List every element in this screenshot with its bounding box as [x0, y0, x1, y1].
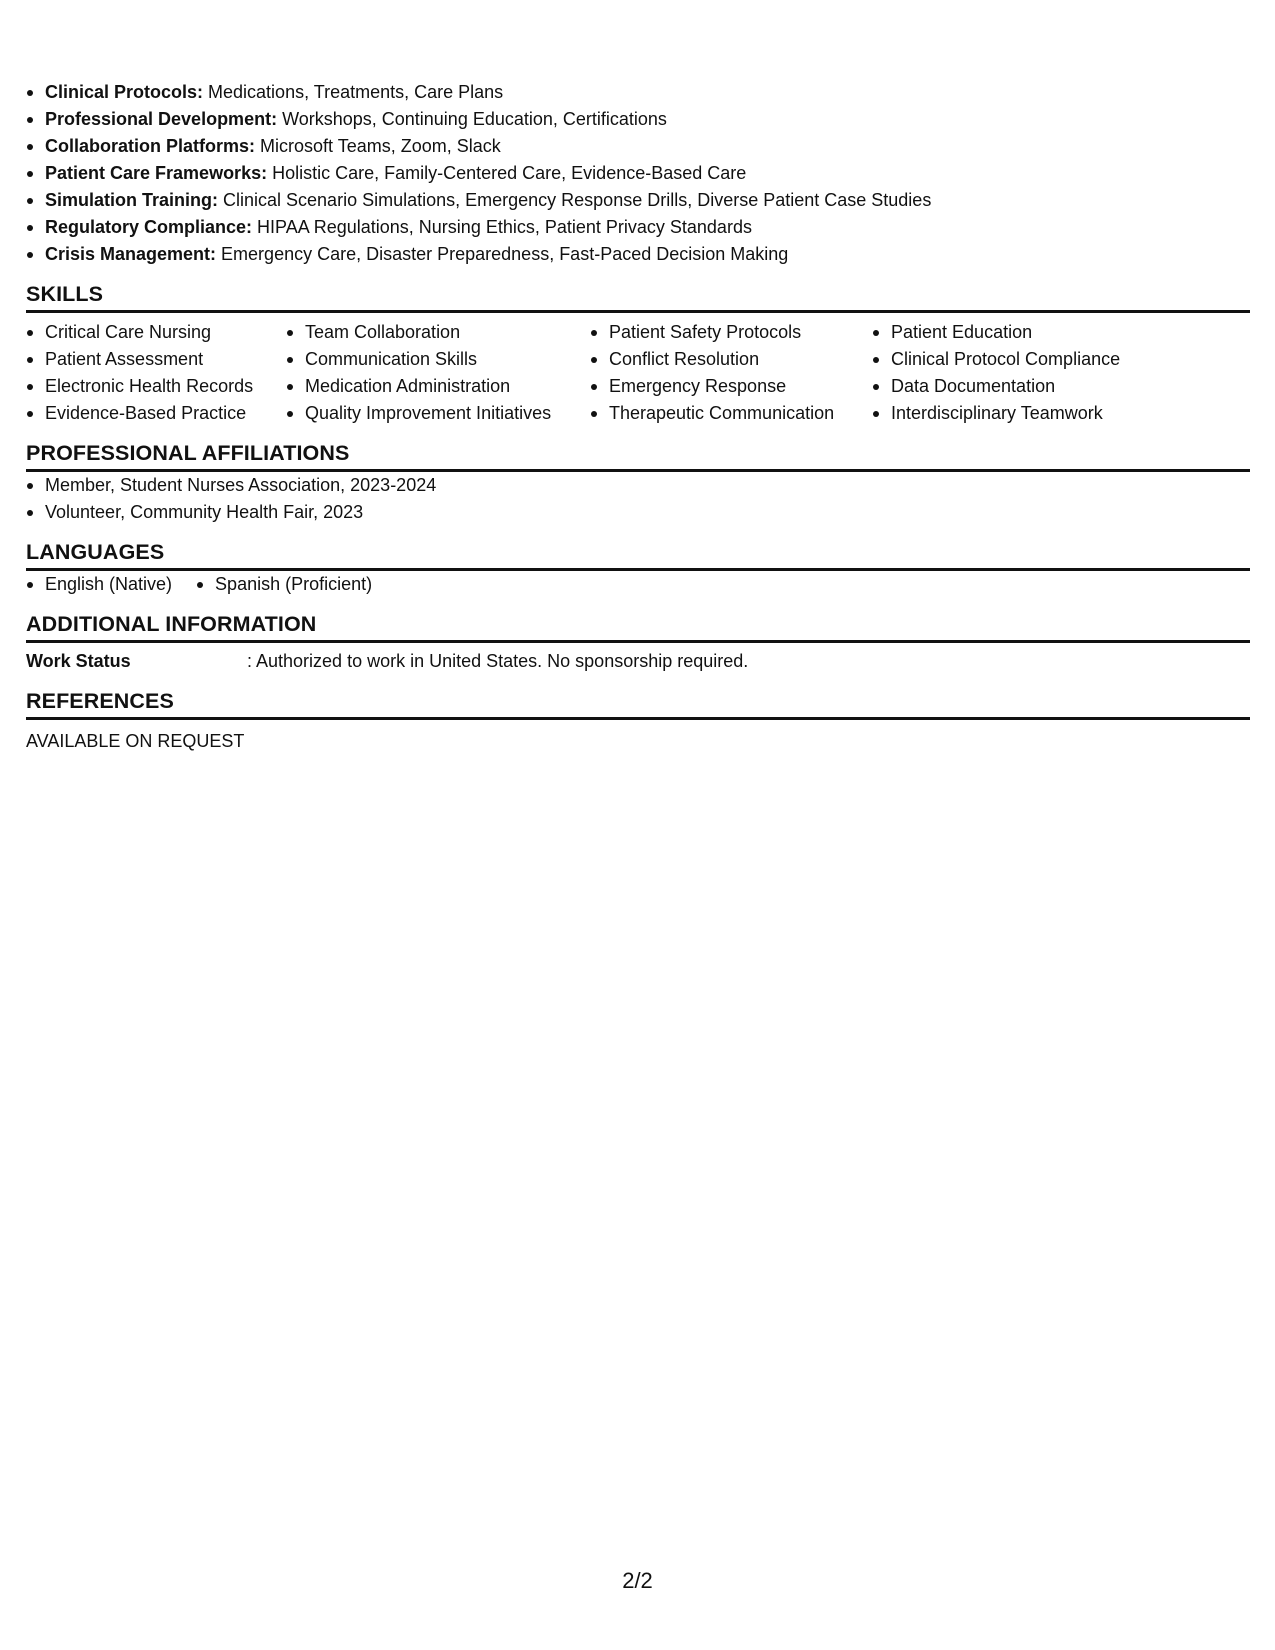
list-item: [26, 79, 1250, 106]
skill-item: Patient Education: [872, 319, 1172, 346]
list-item-text: HIPAA Regulations, Nursing Ethics, Patient Privacy Standards: [252, 217, 752, 237]
list-item-term: Clinical Protocols:: [45, 82, 204, 102]
skill-item: Patient Assessment: [26, 346, 286, 373]
list-item: [26, 160, 1250, 187]
section-title: REFERENCES: [26, 688, 1250, 720]
list-item: [26, 133, 1250, 160]
list-item-term: Regulatory Compliance:: [45, 217, 253, 237]
skill-item: Therapeutic Communication: [590, 400, 872, 427]
work-status-label: Work Status: [26, 651, 131, 671]
skills-column: [872, 319, 1172, 427]
skill-item: Critical Care Nursing: [26, 319, 286, 346]
skills-column: [26, 319, 286, 427]
list-item: [26, 214, 1250, 241]
languages-list: [26, 571, 1250, 598]
skill-item: Evidence-Based Practice: [26, 400, 286, 427]
list-item-term: Crisis Management:: [45, 244, 217, 264]
affiliation-item: Volunteer, Community Health Fair, 2023: [26, 499, 1250, 526]
skills-grid: [26, 319, 1250, 427]
language-item: Spanish (Proficient): [196, 571, 372, 598]
skill-item: Communication Skills: [286, 346, 590, 373]
affiliation-item: Member, Student Nurses Association, 2023-2024: [26, 472, 1250, 499]
list-item-text: Microsoft Teams, Zoom, Slack: [255, 136, 501, 156]
section-title: SKILLS: [26, 281, 1250, 313]
list-item-text: Clinical Scenario Simulations, Emergency Response Drills, Diverse Patient Case Studies: [218, 190, 932, 210]
section-title: LANGUAGES: [26, 539, 1250, 571]
references-section: [26, 688, 1250, 755]
skill-item: Clinical Protocol Compliance: [872, 346, 1172, 373]
section-title: ADDITIONAL INFORMATION: [26, 611, 1250, 643]
tools-list: [26, 79, 1250, 268]
list-item-text: Holistic Care, Family-Centered Care, Evidence-Based Care: [267, 163, 747, 183]
work-status-row: [26, 648, 1250, 675]
resume-page: [26, 79, 1250, 755]
skills-column: [286, 319, 590, 427]
list-item: [26, 187, 1250, 214]
skill-item: Interdisciplinary Teamwork: [872, 400, 1172, 427]
page-number: 2/2: [622, 1568, 653, 1593]
skill-item: Medication Administration: [286, 373, 590, 400]
list-item-text: Workshops, Continuing Education, Certifications: [277, 109, 667, 129]
affiliations-list: [26, 472, 1250, 526]
skill-item: Emergency Response: [590, 373, 872, 400]
list-item-term: Professional Development:: [45, 109, 278, 129]
list-item-term: Collaboration Platforms:: [45, 136, 256, 156]
skill-item: Patient Safety Protocols: [590, 319, 872, 346]
skill-item: Conflict Resolution: [590, 346, 872, 373]
skill-item: Electronic Health Records: [26, 373, 286, 400]
references-text: AVAILABLE ON REQUEST: [26, 731, 245, 751]
section-title: PROFESSIONAL AFFILIATIONS: [26, 440, 1250, 472]
affiliations-section: [26, 440, 1250, 526]
skill-item: Data Documentation: [872, 373, 1172, 400]
list-item-text: Emergency Care, Disaster Preparedness, Fast-Paced Decision Making: [216, 244, 789, 264]
languages-section: [26, 539, 1250, 598]
work-status-value: : Authorized to work in United States. No sponsorship required.: [247, 651, 749, 671]
list-item-text: Medications, Treatments, Care Plans: [203, 82, 504, 102]
language-item: English (Native): [26, 571, 172, 598]
skills-column: [590, 319, 872, 427]
list-item-term: Simulation Training:: [45, 190, 219, 210]
skills-section: [26, 281, 1250, 427]
skill-item: Quality Improvement Initiatives: [286, 400, 590, 427]
list-item: [26, 106, 1250, 133]
additional-information-section: [26, 611, 1250, 675]
list-item: [26, 241, 1250, 268]
list-item-term: Patient Care Frameworks:: [45, 163, 268, 183]
skill-item: Team Collaboration: [286, 319, 590, 346]
